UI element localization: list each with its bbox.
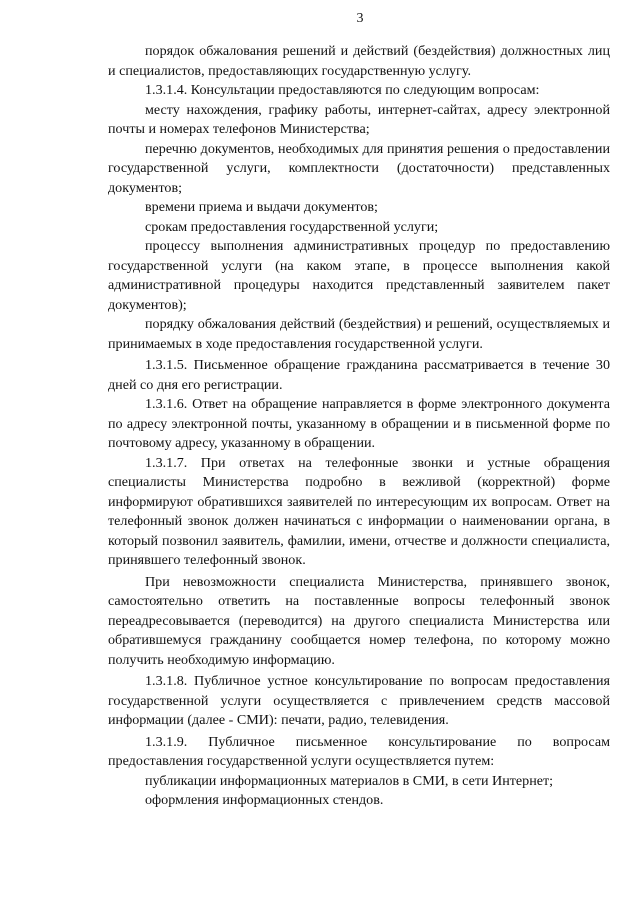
list-item-reception-time: времени приема и выдачи документов; bbox=[145, 199, 378, 215]
paragraph-redirect-call: При невозможности специалиста Министерства, принявшего звонок, самостоятельно ответить на поставленные вопросы телефонный звонок переадресовывается (переводится) на другого специалиста Министерства или обратившемуся гражданину сообщается номер телефона, по которому можно получить необходимую информацию. bbox=[108, 573, 610, 668]
paragraph-1-3-1-6: 1.3.1.6. Ответ на обращение направляется в форме электронного документа по адресу электронной почты, указанному в обращении и в письменной форме по почтовому адресу, указанному в обращении. bbox=[108, 396, 610, 451]
list-item-publications: публикации информационных материалов в СМИ, в сети Интернет; bbox=[145, 772, 554, 789]
list-item-appeal-order: порядку обжалования действий (бездействия) и решений, осуществляемых и принимаемых в ходе предоставления государственной услуги. bbox=[108, 316, 610, 352]
list-item-info-stands: оформления информационных стендов. bbox=[145, 792, 384, 808]
list-item-deadlines: срокам предоставления государственной услуги; bbox=[145, 218, 439, 235]
paragraph-1-3-1-9: 1.3.1.9. Публичное письменное консультирование по вопросам предоставления государственной услуги осуществляется путем: bbox=[108, 733, 610, 769]
paragraph-1-3-1-5: 1.3.1.5. Письменное обращение гражданина рассматривается в течение 30 дней со дня его регистрации. bbox=[108, 357, 610, 393]
list-item-process: процессу выполнения административных процедур по предоставлению государственной услуги (на каком этапе, в процессе выполнения какой административной процедуры находится представленный заявителем пакет документов); bbox=[108, 238, 610, 313]
paragraph-1-3-1-8: 1.3.1.8. Публичное устное консультирование по вопросам предоставления государственной услуги осуществляется с привлечением средств массовой информации (далее - СМИ): печати, радио, телевидения. bbox=[108, 673, 610, 728]
paragraph-appeal-procedure: порядок обжалования решений и действий (бездействия) должностных лиц и специалистов, предоставляющих государственную услугу. bbox=[108, 43, 610, 79]
list-item-documents: перечню документов, необходимых для принятия решения о предоставлении государственной услуги, комплектности (достаточности) представленных документов; bbox=[108, 140, 610, 196]
paragraph-1-3-1-4: 1.3.1.4. Консультации предоставляются по следующим вопросам: bbox=[145, 82, 540, 98]
document-body bbox=[108, 42, 610, 811]
page-number: 3 bbox=[356, 11, 364, 26]
list-item-location: месту нахождения, графику работы, интернет-сайтах, адресу электронной почты и номерах телефонов Министерства; bbox=[108, 101, 610, 137]
paragraph-1-3-1-7: 1.3.1.7. При ответах на телефонные звонки и устные обращения специалисты Министерства подробно в вежливой (корректной) форме информируют обратившихся заявителей по интересующим их вопросам. Ответ на телефонный звонок должен начинаться с информации о наименовании органа, в который позвонил заявитель, фамилии, имени, отчестве и должности специалиста, принявшего телефонный звонок. bbox=[108, 454, 610, 568]
